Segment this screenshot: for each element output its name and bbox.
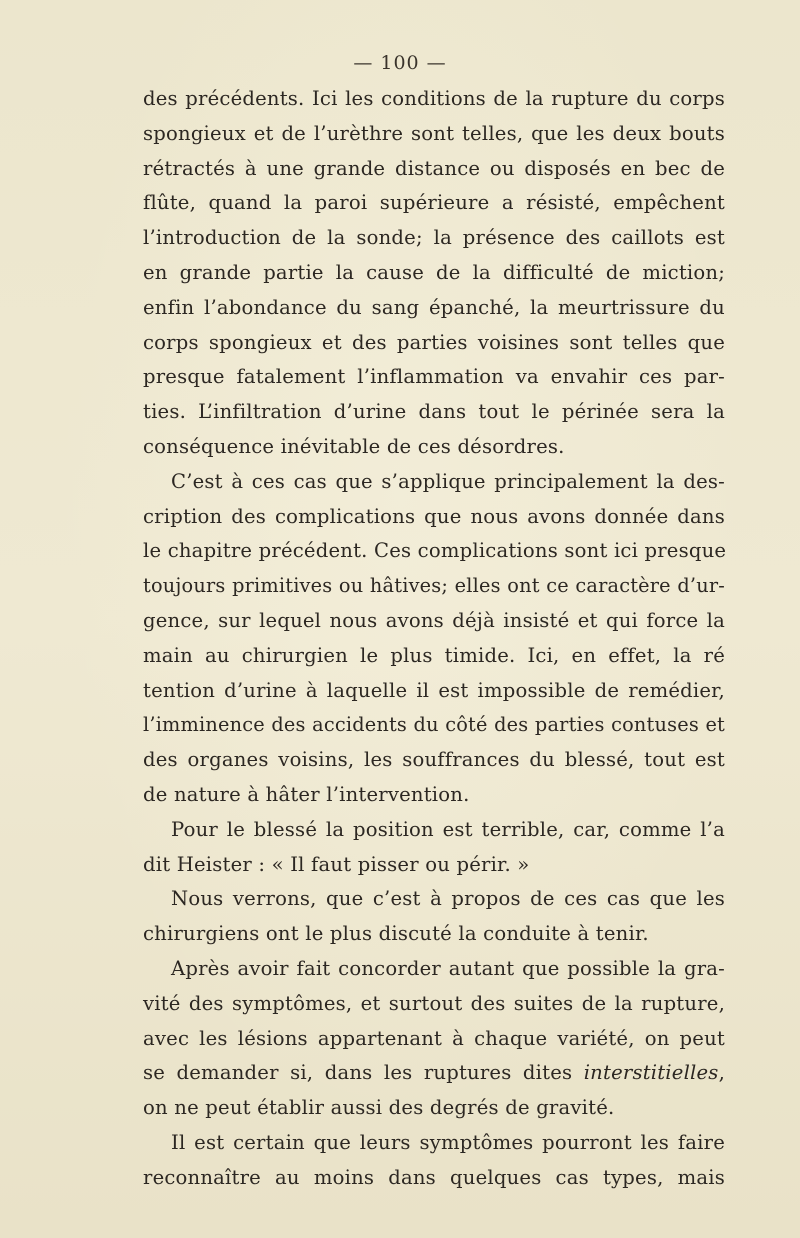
text-line-segment: se demander si, dans les ruptures dites [143, 1061, 584, 1085]
text-line: Nous verrons, que c’est à propos de ces cas que les [171, 887, 725, 911]
text-line: gence, sur lequel nous avons déjà insisté et qui force la [143, 608, 725, 632]
page-number: — 100 — [353, 52, 447, 74]
text-line: Pour le blessé la position est terrible, car, comme l’a [171, 817, 725, 841]
text-line: conséquence inévitable de ces désordres. [143, 434, 565, 458]
text-line: enfin l’abondance du sang épanché, la meurtrissure du [143, 295, 725, 319]
text-line: spongieux et de l’urèthre sont telles, que les deux bouts [143, 121, 725, 145]
text-line: des organes voisins, les souffrances du blessé, tout est [143, 748, 725, 772]
text-line: dit Heister : « Il faut pisser ou périr. » [143, 852, 530, 876]
text-line: ties. L’infiltration d’urine dans tout le périnée sera la [143, 400, 725, 424]
text-line: presque fatalement l’inflammation va envahir ces par- [143, 365, 725, 389]
italic-term: interstitielles [583, 1061, 719, 1085]
text-line: vité des symptômes, et surtout des suites de la rupture, [143, 991, 725, 1015]
text-line: toujours primitives ou hâtives; elles ont ce caractère d’ur- [143, 574, 725, 598]
body-text [143, 82, 725, 1196]
text-line: l’imminence des accidents du côté des parties contuses et [143, 713, 725, 737]
text-line: le chapitre précédent. Ces complications sont ici presque [143, 539, 727, 563]
text-line: reconnaître au moins dans quelques cas types, mais [143, 1165, 725, 1189]
text-line: C’est à ces cas que s’applique principalement la des- [171, 469, 725, 493]
text-line: l’introduction de la sonde; la présence des caillots est [143, 226, 725, 250]
text-line: tention d’urine à laquelle il est impossible de remédier, [143, 678, 725, 702]
text-line: Après avoir fait concorder autant que possible la gra- [171, 956, 725, 980]
text-line [143, 1056, 725, 1091]
text-line: des précédents. Ici les conditions de la rupture du corps [143, 87, 725, 110]
text-line: avec les lésions appartenant à chaque variété, on peut [143, 1026, 725, 1050]
text-line: cription des complications que nous avons donnée dans [143, 504, 725, 528]
text-line: corps spongieux et des parties voisines sont telles que [143, 330, 725, 354]
text-line: en grande partie la cause de la difficulté de miction; [143, 260, 725, 284]
text-line: de nature à hâter l’intervention. [143, 782, 470, 806]
text-line: Il est certain que leurs symptômes pourront les faire [171, 1130, 725, 1154]
text-line: chirurgiens ont le plus discuté la conduite à tenir. [143, 922, 649, 946]
text-line-segment: , [718, 1061, 725, 1085]
text-line: rétractés à une grande distance ou disposés en bec de [143, 156, 725, 180]
text-line: on ne peut établir aussi des degrés de gravité. [143, 1096, 615, 1120]
text-line: flûte, quand la paroi supérieure a résisté, empêchent [143, 191, 725, 215]
text-line: main au chirurgien le plus timide. Ici, en effet, la ré [143, 643, 725, 667]
